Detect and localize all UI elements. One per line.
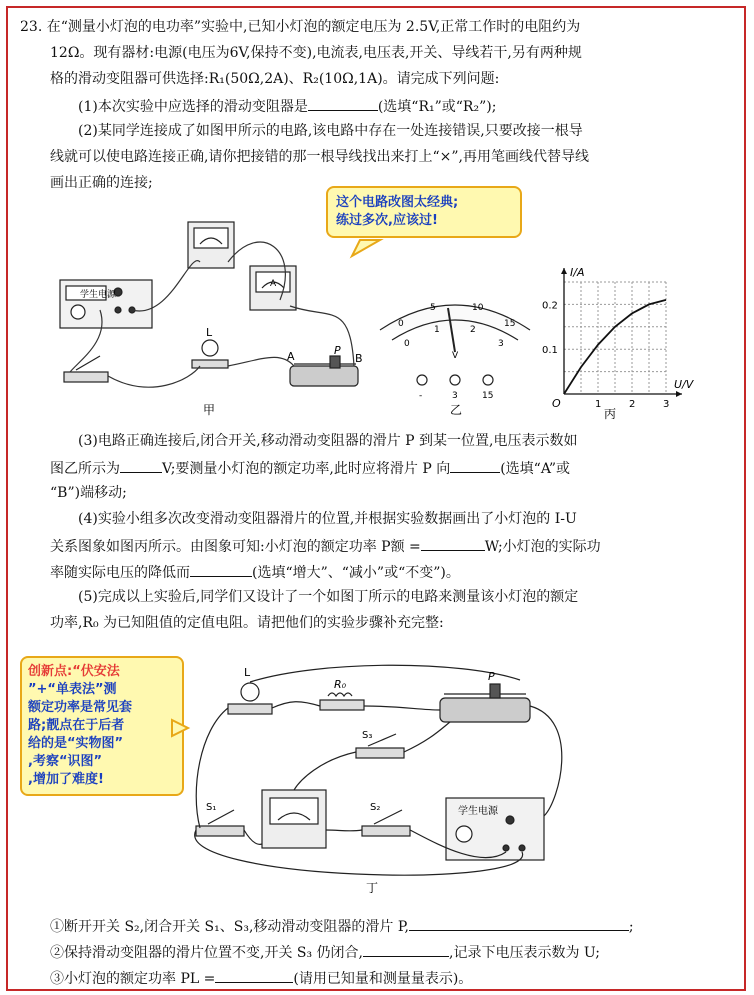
dial-unit: V [452,351,459,361]
part-2-line-3: 画出正确的连接; [50,175,153,191]
part-2-line-1: (2)某同学连接成了如图甲所示的电路,该电路中存在一处连接错误,只要改接一根导 [78,123,583,139]
figure-ding [0,640,754,900]
rheostat-jia [290,366,358,386]
chart-y-arrow [561,268,567,274]
question-line-1: 23. 在“测量小灯泡的电功率”实验中,已知小灯泡的额定电压为 2.5V,正常工作时的电阻约为 [20,19,581,35]
blank-step2[interactable] [363,941,449,957]
ammeter-symbol: A [270,279,277,289]
part-3-line-2: 图乙所示为 V;要测量小灯泡的额定功率,此时应将滑片 P 向 (选填“A”或 [50,457,570,479]
blank-step3[interactable] [215,967,293,983]
terminal-15: 15 [482,391,494,401]
question-line-3: 格的滑动变阻器可供选择:R₁(50Ω,2A)、R₂(10Ω,1A)。请完成下列问题: [50,71,500,87]
caption-jia: 甲 [203,403,216,417]
s3-label: S₃ [362,730,373,741]
question-line-2: 12Ω。现有器材:电源(电压为6V,保持不变),电流表,电压表,开关、导线若干,另有两种规 [50,45,582,61]
blank-direction[interactable] [450,457,500,473]
figure-jia [60,222,358,387]
chart-y-tick-label: 0.2 [542,300,558,312]
dial-top-5: 5 [430,303,436,313]
dial-top-15: 15 [504,319,516,329]
blank-power[interactable] [421,535,485,551]
step-1: ①断开开关 S₂,闭合开关 S₁、S₃,移动滑动变阻器的滑片 P, ; [50,915,634,937]
part-1: (1)本次实验中应选择的滑动变阻器是 (选填“R₁”或“R₂”); [78,95,496,117]
lamp-label-ding: L [244,666,251,679]
part-2-line-2: 线就可以使电路连接正确,请你把接错的那一根导线找出来打上“×”,再用笔画线代替导线 [50,149,589,165]
blank-voltage[interactable] [120,457,162,473]
part-3-line-3: “B”)端移动; [50,485,127,501]
step-3: ③小灯泡的额定功率 PL = (请用已知量和测量量表示)。 [50,967,472,989]
caption-ding: 丁 [366,881,379,895]
slider-label-jia: P [334,344,341,357]
part-4-line-1: (4)实验小组多次改变滑动变阻器滑片的位置,并根据实验数据画出了小灯泡的 I-U [78,511,577,527]
dial-bottom-0: 0 [404,339,410,349]
s2-label: S₂ [370,802,381,813]
blank-trend[interactable] [190,561,252,577]
caption-bing: 丙 [604,407,617,421]
slider-label-ding: P [488,670,495,683]
chart-x-tick-label: 2 [629,399,636,410]
chart-origin-label: O [552,397,561,410]
part-4-line-2: 关系图象如图丙所示。由图象可知:小灯泡的额定功率 P额 = W;小灯泡的实际功 [50,535,601,557]
end-a-label: A [287,350,295,363]
part-5-line-2: 功率,R₀ 为已知阻值的定值电阻。请把他们的实验步骤补充完整: [50,615,444,631]
end-b-label: B [355,352,363,365]
tip-callout-left: 创新点:“伏安法 ”+“单表法”测 额定功率是常见套 路;靓点在于后者 给的是“实物图” ,考察“识图” ,增加了难度! [20,656,184,796]
part-5-line-1: (5)完成以上实验后,同学们又设计了一个如图丁所示的电路来测量该小灯泡的额定 [78,589,579,605]
callout-left-title: 创新点:“伏安法 [28,664,120,679]
step-2: ②保持滑动变阻器的滑片位置不变,开关 S₃ 仍闭合, ,记录下电压表示数为 U; [50,941,600,963]
power-supply-label: 学生电源 [80,290,117,300]
power-label-ding: 学生电源 [458,806,498,817]
dial-bottom-1: 1 [434,325,440,335]
iu-chart [542,266,695,410]
switch-jia [64,372,108,382]
dial-bottom-3: 3 [498,339,504,349]
caption-yi: 乙 [450,403,463,417]
lamp-label-jia: L [206,326,213,339]
chart-x-arrow [676,391,682,397]
chart-x-tick-label: 1 [595,399,602,410]
chart-x-tick-label: 3 [663,399,670,410]
dial-top-10: 10 [472,303,484,313]
chart-y-tick-label: 0.1 [542,345,558,357]
tip-callout-top: 这个电路改图太经典; 练过多次,应该过! [326,186,522,238]
figure-yi [380,305,530,385]
s1-label: S₁ [206,802,217,813]
lamp-jia [202,340,218,356]
terminal-minus: - [419,391,423,401]
terminal-3: 3 [452,391,458,401]
dial-top-0: 0 [398,319,404,329]
dial-bottom-2: 2 [470,325,476,335]
chart-y-label: I/A [570,266,585,279]
callout-pointer [352,240,380,256]
part-4-line-3: 率随实际电压的降低而 (选填“增大”、“减小”或“不变”)。 [50,561,460,583]
blank-step1[interactable] [409,915,629,931]
chart-x-label: U/V [674,378,694,391]
r0-label: R₀ [334,678,347,691]
part-3-line-1: (3)电路正确连接后,闭合开关,移动滑动变阻器的滑片 P 到某一位置,电压表示数如 [78,433,578,449]
